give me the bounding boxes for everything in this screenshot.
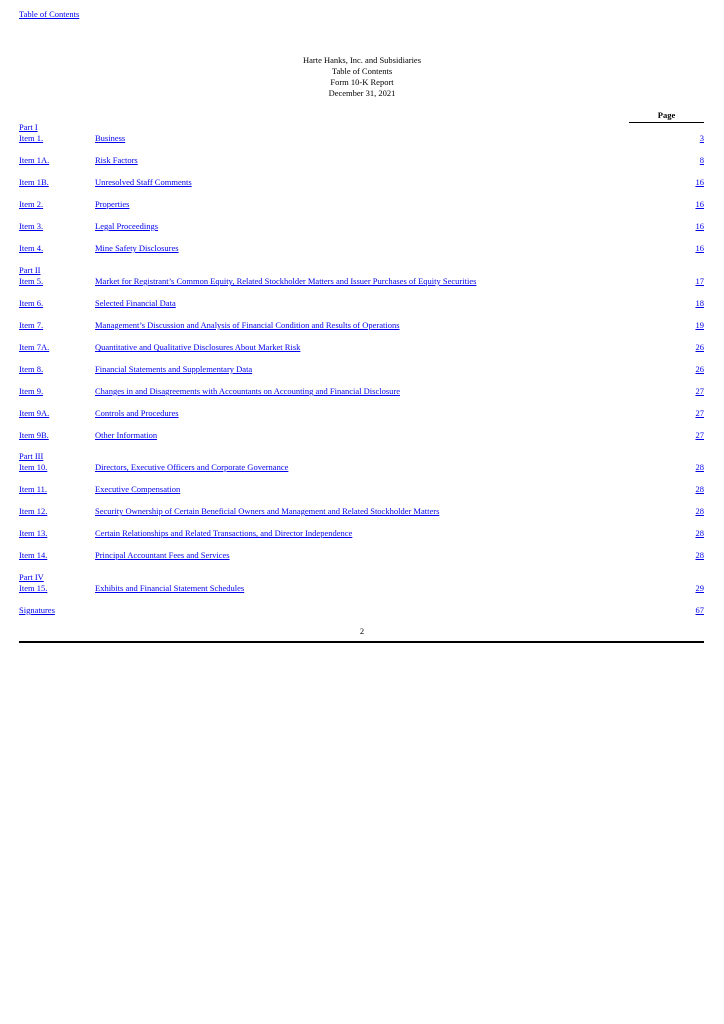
signatures-link[interactable]: Signatures bbox=[19, 605, 55, 615]
item-number-link[interactable]: Item 9B. bbox=[19, 430, 49, 440]
item-number-link[interactable]: Item 1. bbox=[19, 133, 44, 143]
item-number-link[interactable]: Item 7. bbox=[19, 320, 44, 330]
item-title-link[interactable]: Market for Registrant’s Common Equity, Related Stockholder Matters and Issuer Purchases of Equity Securities bbox=[95, 276, 477, 286]
item-page-link[interactable]: 28 bbox=[695, 550, 704, 560]
item-page-link[interactable]: 27 bbox=[695, 408, 704, 418]
item-title-link[interactable]: Unresolved Staff Comments bbox=[95, 177, 192, 187]
item-title-link[interactable]: Legal Proceedings bbox=[95, 221, 159, 231]
toc-entry bbox=[19, 386, 704, 397]
item-page-link[interactable]: 28 bbox=[695, 484, 704, 494]
item-page-link[interactable]: 26 bbox=[695, 364, 704, 374]
item-number-link[interactable]: Item 9A. bbox=[19, 408, 50, 418]
item-page-link[interactable]: 27 bbox=[695, 430, 704, 440]
item-page-link[interactable]: 27 bbox=[695, 386, 704, 396]
item-page-link[interactable]: 18 bbox=[695, 298, 704, 308]
report-date: December 31, 2021 bbox=[328, 88, 396, 98]
item-number-link[interactable]: Item 11. bbox=[19, 484, 48, 494]
document-title: Table of Contents bbox=[331, 66, 393, 76]
item-number-link[interactable]: Item 6. bbox=[19, 298, 44, 308]
item-page-link[interactable]: 26 bbox=[695, 342, 704, 352]
item-title-link[interactable]: Principal Accountant Fees and Services bbox=[95, 550, 230, 560]
item-title-link[interactable]: Financial Statements and Supplementary Data bbox=[95, 364, 253, 374]
item-number-link[interactable]: Item 15. bbox=[19, 583, 48, 593]
part-link[interactable]: Part III bbox=[19, 451, 44, 461]
toc-entry bbox=[19, 462, 704, 473]
part-link[interactable]: Part II bbox=[19, 265, 41, 275]
item-page-link[interactable]: 17 bbox=[695, 276, 704, 286]
item-title-link[interactable]: Mine Safety Disclosures bbox=[95, 243, 179, 253]
toc-entry bbox=[19, 550, 704, 561]
item-page-link[interactable]: 19 bbox=[695, 320, 704, 330]
item-page-link[interactable]: 8 bbox=[699, 155, 704, 165]
part-link[interactable]: Part I bbox=[19, 122, 38, 132]
item-page-link[interactable]: 16 bbox=[695, 243, 704, 253]
item-page-link[interactable]: 16 bbox=[695, 177, 704, 187]
item-page-link[interactable]: 16 bbox=[695, 221, 704, 231]
form-name: Form 10-K Report bbox=[330, 77, 394, 87]
item-page-link[interactable]: 3 bbox=[699, 133, 704, 143]
toc-entry bbox=[19, 177, 704, 188]
toc-entry bbox=[19, 430, 704, 441]
item-title-link[interactable]: Exhibits and Financial Statement Schedules bbox=[95, 583, 245, 593]
item-title-link[interactable]: Other Information bbox=[95, 430, 158, 440]
item-title-link[interactable]: Risk Factors bbox=[95, 155, 138, 165]
item-number-link[interactable]: Item 14. bbox=[19, 550, 48, 560]
item-number-link[interactable]: Item 5. bbox=[19, 276, 44, 286]
item-number-link[interactable]: Item 4. bbox=[19, 243, 44, 253]
toc-entry bbox=[19, 583, 704, 594]
item-number-link[interactable]: Item 8. bbox=[19, 364, 44, 374]
item-title-link[interactable]: Properties bbox=[95, 199, 130, 209]
toc-entry bbox=[19, 364, 704, 375]
item-title-link[interactable]: Directors, Executive Officers and Corporate Governance bbox=[95, 462, 289, 472]
item-page-link[interactable]: 16 bbox=[695, 199, 704, 209]
page-column-header: Page bbox=[629, 110, 704, 123]
toc-entry bbox=[19, 243, 704, 254]
item-number-link[interactable]: Item 1B. bbox=[19, 177, 49, 187]
item-number-link[interactable]: Item 10. bbox=[19, 462, 48, 472]
toc-entry bbox=[19, 133, 704, 144]
table-of-contents-link[interactable]: Table of Contents bbox=[19, 9, 80, 19]
item-title-link[interactable]: Executive Compensation bbox=[95, 484, 181, 494]
toc-entry bbox=[19, 506, 704, 517]
item-title-link[interactable]: Changes in and Disagreements with Accountants on Accounting and Financial Disclosure bbox=[95, 386, 400, 396]
item-title-link[interactable]: Certain Relationships and Related Transactions, and Director Independence bbox=[95, 528, 353, 538]
company-name: Harte Hanks, Inc. and Subsidiaries bbox=[302, 55, 422, 65]
item-page-link[interactable]: 28 bbox=[695, 506, 704, 516]
item-number-link[interactable]: Item 13. bbox=[19, 528, 48, 538]
toc-entry bbox=[19, 155, 704, 166]
item-number-link[interactable]: Item 3. bbox=[19, 221, 44, 231]
item-title-link[interactable]: Business bbox=[95, 133, 126, 143]
item-page-link[interactable]: 29 bbox=[695, 583, 704, 593]
item-page-link[interactable]: 28 bbox=[695, 462, 704, 472]
document-header bbox=[0, 55, 724, 99]
toc-entry bbox=[19, 342, 704, 353]
item-page-link[interactable]: 67 bbox=[695, 605, 704, 615]
item-title-link[interactable]: Controls and Procedures bbox=[95, 408, 179, 418]
page-number: 2 bbox=[359, 626, 365, 636]
item-title-link[interactable]: Selected Financial Data bbox=[95, 298, 176, 308]
item-page-link[interactable]: 28 bbox=[695, 528, 704, 538]
item-number-link[interactable]: Item 1A. bbox=[19, 155, 50, 165]
item-number-link[interactable]: Item 9. bbox=[19, 386, 44, 396]
toc-entry bbox=[19, 528, 704, 539]
item-title-link[interactable]: Quantitative and Qualitative Disclosures About Market Risk bbox=[95, 342, 301, 352]
item-number-link[interactable]: Item 12. bbox=[19, 506, 48, 516]
item-title-link[interactable]: Security Ownership of Certain Beneficial Owners and Management and Related Stockholder Matters bbox=[95, 506, 440, 516]
toc-entry bbox=[19, 484, 704, 495]
toc-entry bbox=[19, 199, 704, 210]
part-link[interactable]: Part IV bbox=[19, 572, 44, 582]
toc-entry bbox=[19, 408, 704, 419]
toc-entry bbox=[19, 298, 704, 309]
toc-entry bbox=[19, 320, 704, 331]
item-number-link[interactable]: Item 7A. bbox=[19, 342, 50, 352]
item-number-link[interactable]: Item 2. bbox=[19, 199, 44, 209]
item-title-link[interactable]: Management’s Discussion and Analysis of Financial Condition and Results of Operations bbox=[95, 320, 400, 330]
toc-entry bbox=[19, 605, 704, 616]
toc-entry bbox=[19, 276, 704, 287]
toc-entry bbox=[19, 221, 704, 232]
page-divider bbox=[19, 641, 704, 643]
